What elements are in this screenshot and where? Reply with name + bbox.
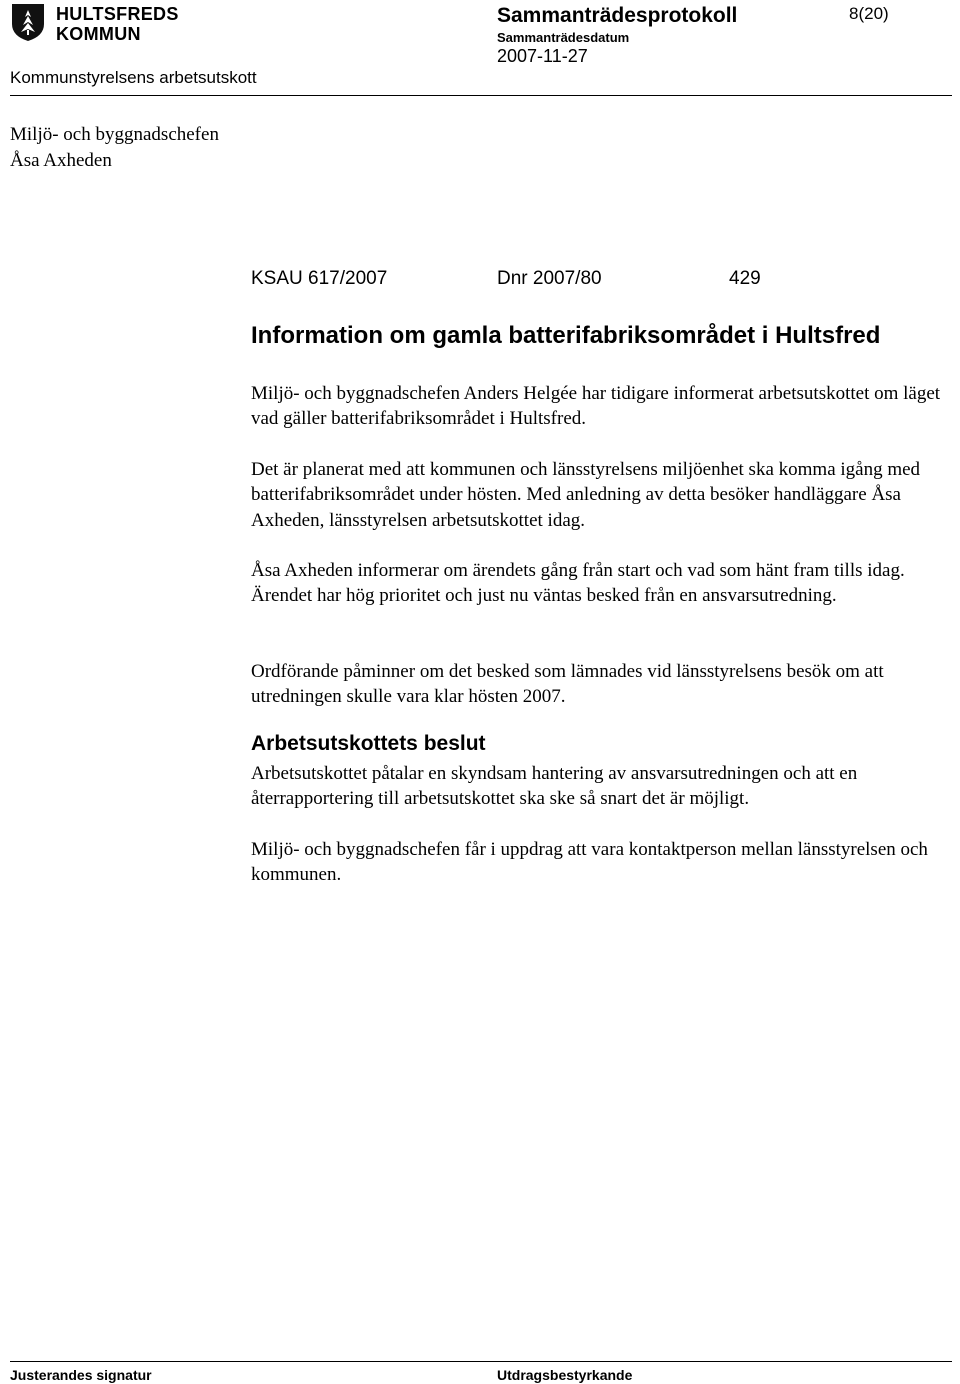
signature-label: Justerandes signatur: [10, 1367, 152, 1383]
recipient-block: [10, 122, 219, 174]
decision-heading: Arbetsutskottets beslut: [251, 732, 486, 755]
recipient-title: Miljö- och byggnadschefen: [10, 124, 219, 145]
meeting-date-label: Sammanträdesdatum: [497, 30, 630, 45]
page-number: 8(20): [849, 4, 889, 23]
municipality-logo: [10, 2, 180, 42]
paragraph-number: 429: [729, 268, 761, 289]
body-paragraph: Miljö- och byggnadschefen Anders Helgée har tidigare informerat arbetsutskottet om läget vad gäller batterifabriksområdet i Hultsfred.: [251, 383, 941, 430]
coat-of-arms-icon: [10, 2, 46, 42]
header-divider: [10, 95, 952, 96]
certification-label: Utdragsbestyrkande: [497, 1367, 633, 1383]
footer-divider: [10, 1361, 952, 1362]
committee-name: Kommunstyrelsens arbetsutskott: [10, 68, 257, 87]
body-paragraph: Ordförande påminner om det besked som lämnades vid länsstyrelsens besök om att utredningen skulle vara klar hösten 2007.: [251, 661, 884, 708]
recipient-name: Åsa Axheden: [10, 150, 112, 171]
org-name-line2: KOMMUN: [56, 24, 141, 44]
body-paragraph: Åsa Axheden informerar om ärendets gång från start och vad som hänt fram tills idag. Ärendet har hög prioritet och just nu väntas besked från en ansvarsutredning.: [251, 560, 905, 607]
decision-paragraph: Miljö- och byggnadschefen får i uppdrag att vara kontaktperson mellan länsstyrelsen och kommunen.: [251, 839, 928, 886]
document-title: Sammanträdesprotokoll: [497, 4, 738, 27]
ksau-reference: KSAU 617/2007: [251, 268, 388, 289]
case-title: Information om gamla batterifabriksområdet i Hultsfred: [251, 322, 881, 349]
decision-paragraph: Arbetsutskottet påtalar en skyndsam hantering av ansvarsutredningen och att en återrapportering till arbetsutskottet ska ske så snart det är möjligt.: [251, 763, 858, 810]
org-name-line1: HULTSFREDS: [56, 4, 179, 24]
body-paragraph: Det är planerat med att kommunen och länsstyrelsens miljöenhet ska komma igång med batterifabriksområdet under hösten. Med anledning av detta besöker handläggare Åsa Axheden, länsstyrelsen arbetsutskottet idag.: [251, 459, 921, 531]
dnr-reference: Dnr 2007/80: [497, 268, 602, 289]
meeting-date: 2007-11-27: [497, 46, 588, 66]
